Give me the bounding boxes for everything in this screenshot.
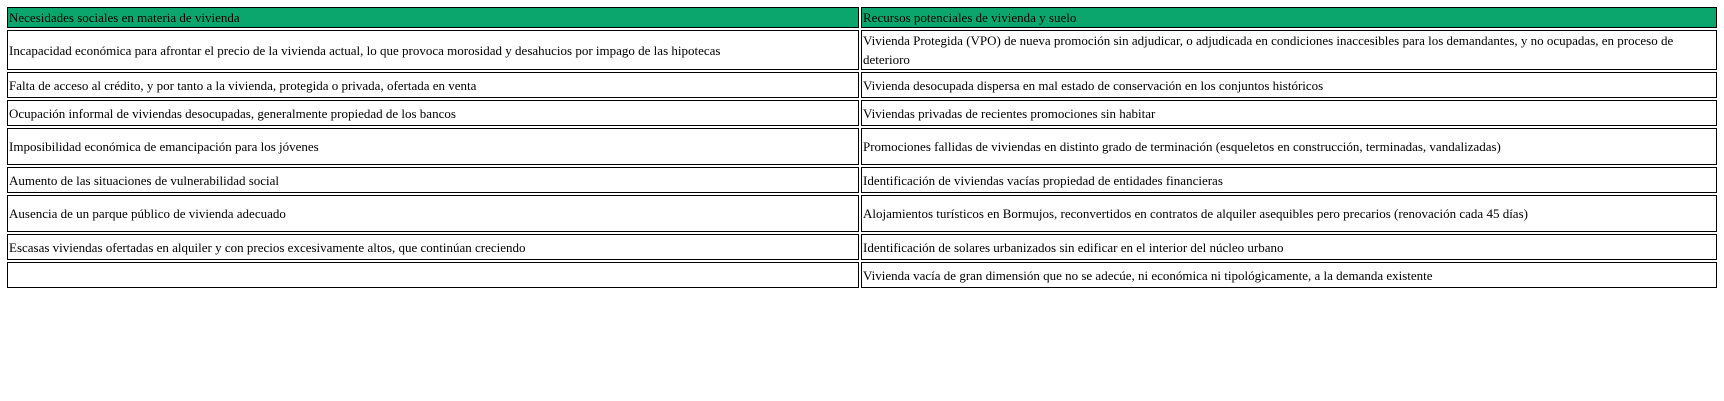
resource-cell: Vivienda vacía de gran dimensión que no se adecúe, ni económica ni tipológicamente, a la demanda existente bbox=[861, 262, 1717, 288]
table-row bbox=[7, 128, 1717, 165]
table-row bbox=[7, 195, 1717, 232]
need-cell: Aumento de las situaciones de vulnerabilidad social bbox=[7, 167, 859, 193]
need-cell: Incapacidad económica para afrontar el precio de la vivienda actual, lo que provoca morosidad y desahucios por impago de las hipotecas bbox=[7, 30, 859, 70]
resource-cell: Alojamientos turísticos en Bormujos, reconvertidos en contratos de alquiler asequibles pero precarios (renovación cada 45 días) bbox=[861, 195, 1717, 232]
table-row bbox=[7, 100, 1717, 126]
resource-cell: Identificación de solares urbanizados sin edificar en el interior del núcleo urbano bbox=[861, 234, 1717, 260]
table-row bbox=[7, 167, 1717, 193]
resource-cell: Viviendas privadas de recientes promociones sin habitar bbox=[861, 100, 1717, 126]
header-potential-resources: Recursos potenciales de vivienda y suelo bbox=[861, 7, 1717, 28]
need-cell: Ocupación informal de viviendas desocupadas, generalmente propiedad de los bancos bbox=[7, 100, 859, 126]
resource-cell: Vivienda Protegida (VPO) de nueva promoción sin adjudicar, o adjudicada en condiciones inaccesibles para los demandantes, y no ocupadas, en proceso de deterioro bbox=[861, 30, 1717, 70]
table-header-row bbox=[7, 7, 1717, 28]
need-cell: Escasas viviendas ofertadas en alquiler y con precios excesivamente altos, que continúan creciendo bbox=[7, 234, 859, 260]
header-social-needs: Necesidades sociales en materia de vivienda bbox=[7, 7, 859, 28]
table-row bbox=[7, 30, 1717, 70]
need-cell: Ausencia de un parque público de vivienda adecuado bbox=[7, 195, 859, 232]
need-cell: Imposibilidad económica de emancipación para los jóvenes bbox=[7, 128, 859, 165]
table-row bbox=[7, 234, 1717, 260]
housing-needs-resources-table bbox=[5, 5, 1719, 290]
table-row bbox=[7, 72, 1717, 98]
resource-cell: Promociones fallidas de viviendas en distinto grado de terminación (esqueletos en construcción, terminadas, vandalizadas) bbox=[861, 128, 1717, 165]
need-cell: Falta de acceso al crédito, y por tanto a la vivienda, protegida o privada, ofertada en venta bbox=[7, 72, 859, 98]
housing-table-container bbox=[7, 7, 1717, 288]
need-cell bbox=[7, 262, 859, 288]
resource-cell: Vivienda desocupada dispersa en mal estado de conservación en los conjuntos históricos bbox=[861, 72, 1717, 98]
resource-cell: Identificación de viviendas vacías propiedad de entidades financieras bbox=[861, 167, 1717, 193]
table-row bbox=[7, 262, 1717, 288]
